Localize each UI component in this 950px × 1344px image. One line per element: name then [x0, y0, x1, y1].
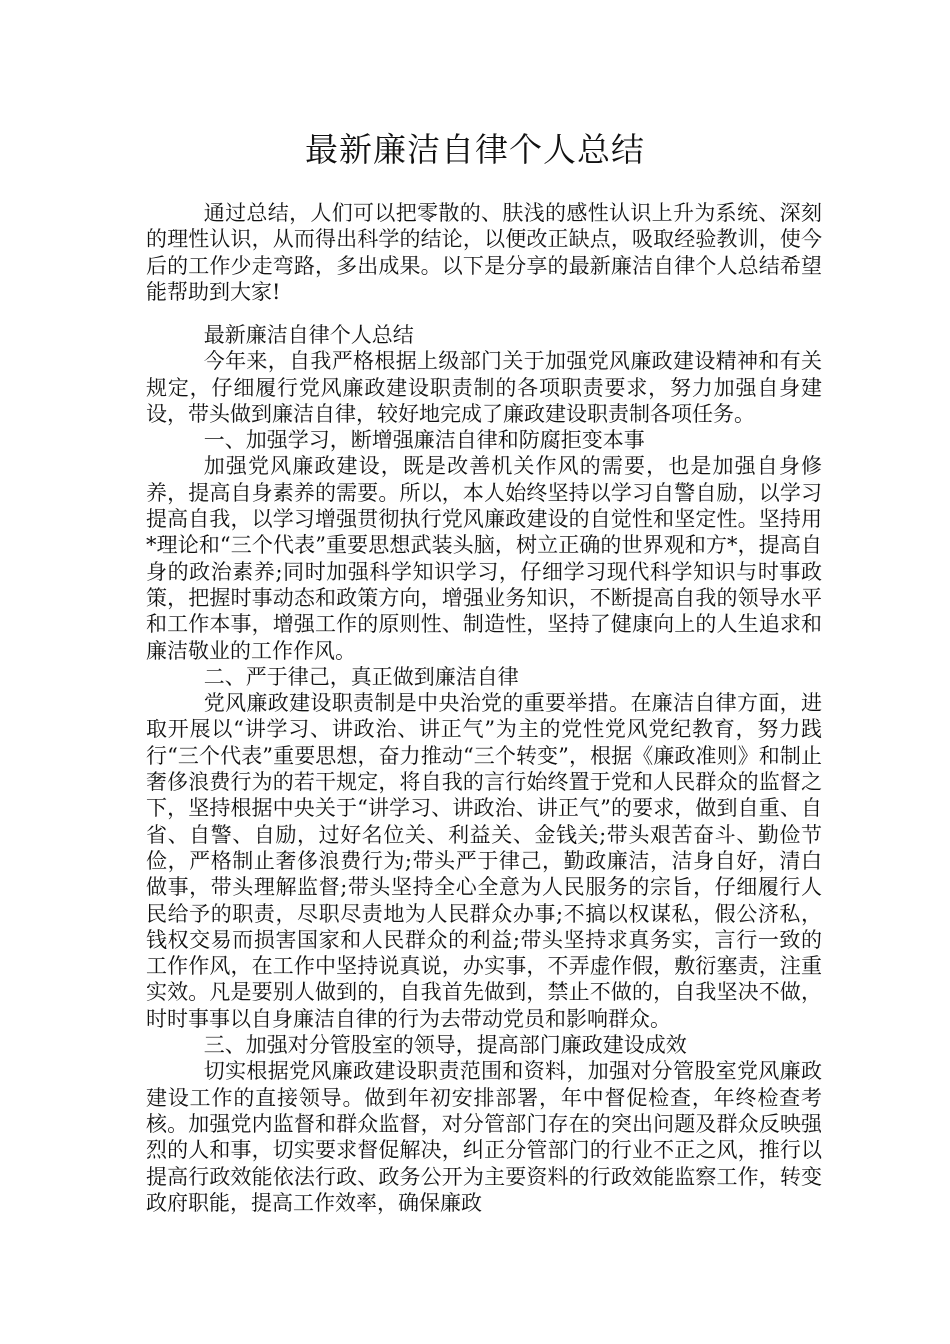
intro-block	[146, 200, 822, 305]
section-3-paragraph: 切实根据党风廉政建设职责范围和资料，加强对分管股室党风廉政建设工作的直接领导。做到年初安排部署，年中督促检查，年终检查考核。加强党内监督和群众监督，对分管部门存在的突出问题及群众反映强烈的人和事，切实要求督促解决，纠正分管部门的行业不正之风，推行以提高行政效能依法行政、政务公开为主要资料的行政效能监察工作，转变政府职能，提高工作效率，确保廉政	[146, 1059, 822, 1215]
section-2-paragraph: 党风廉政建设职责制是中央治党的重要举措。在廉洁自律方面，进取开展以“讲学习、讲政治、讲正气”为主的党性党风党纪教育，努力践行“三个代表”重要思想，奋力推动“三个转变”，根据《廉政准则》和制止奢侈浪费行为的若干规定，将自我的言行始终置于党和人民群众的监督之下，坚持根据中央关于“讲学习、讲政治、讲正气”的要求，做到自重、自省、自警、自励，过好名位关、利益关、金钱关;带头艰苦奋斗、勤俭节俭，严格制止奢侈浪费行为;带头严于律己，勤政廉洁，洁身自好，清白做事，带头理解监督;带头坚持全心全意为人民服务的宗旨，仔细履行人民给予的职责，尽职尽责地为人民群众办事;不搞以权谋私，假公济私，钱权交易而损害国家和人民群众的利益;带头坚持求真务实，言行一致的工作作风，在工作中坚持说真说，办实事，不弄虚作假，敷衍塞责，注重实效。凡是要别人做到的，自我首先做到，禁止不做的，自我坚决不做，时时事事以自身廉洁自律的行为去带动党员和影响群众。	[146, 691, 822, 1031]
opening-paragraph: 今年来，自我严格根据上级部门关于加强党风廉政建设精神和有关规定，仔细履行党风廉政建设职责制的各项职责要求，努力加强自身建设，带头做到廉洁自律，较好地完成了廉政建设职责制各项任务。	[146, 349, 822, 426]
section-1-heading: 一、加强学习，断增强廉洁自律和防腐拒变本事	[203, 428, 645, 453]
main-content	[146, 322, 822, 1216]
document-title: 最新廉洁自律个人总结	[305, 130, 645, 169]
section-1-paragraph: 加强党风廉政建设，既是改善机关作风的需要，也是加强自身修养，提高自身素养的需要。所以，本人始终坚持以学习自警自励，以学习提高自我，以学习增强贯彻执行党风廉政建设的自觉性和坚定性。坚持用*理论和“三个代表”重要思想武装头脑，树立正确的世界观和方*，提高自身的政治素养;同时加强科学知识学习，仔细学习现代科学知识与时事政策，把握时事动态和政策方向，增强业务知识，不断提高自我的领导水平和工作本事，增强工作的原则性、制造性，坚持了健康向上的人生追求和廉洁敬业的工作作风。	[146, 454, 822, 663]
section-3-heading: 三、加强对分管股室的领导，提高部门廉政建设成效	[203, 1033, 687, 1058]
subtitle-heading: 最新廉洁自律个人总结	[203, 323, 414, 347]
intro-paragraph: 通过总结，人们可以把零散的、肤浅的感性认识上升为系统、深刻的理性认识，从而得出科学的结论，以便改正缺点，吸取经验教训，使今后的工作少走弯路，多出成果。以下是分享的最新廉洁自律个人总结希望能帮助到大家!	[146, 201, 822, 304]
section-2-heading: 二、严于律己，真正做到廉洁自律	[203, 664, 519, 689]
